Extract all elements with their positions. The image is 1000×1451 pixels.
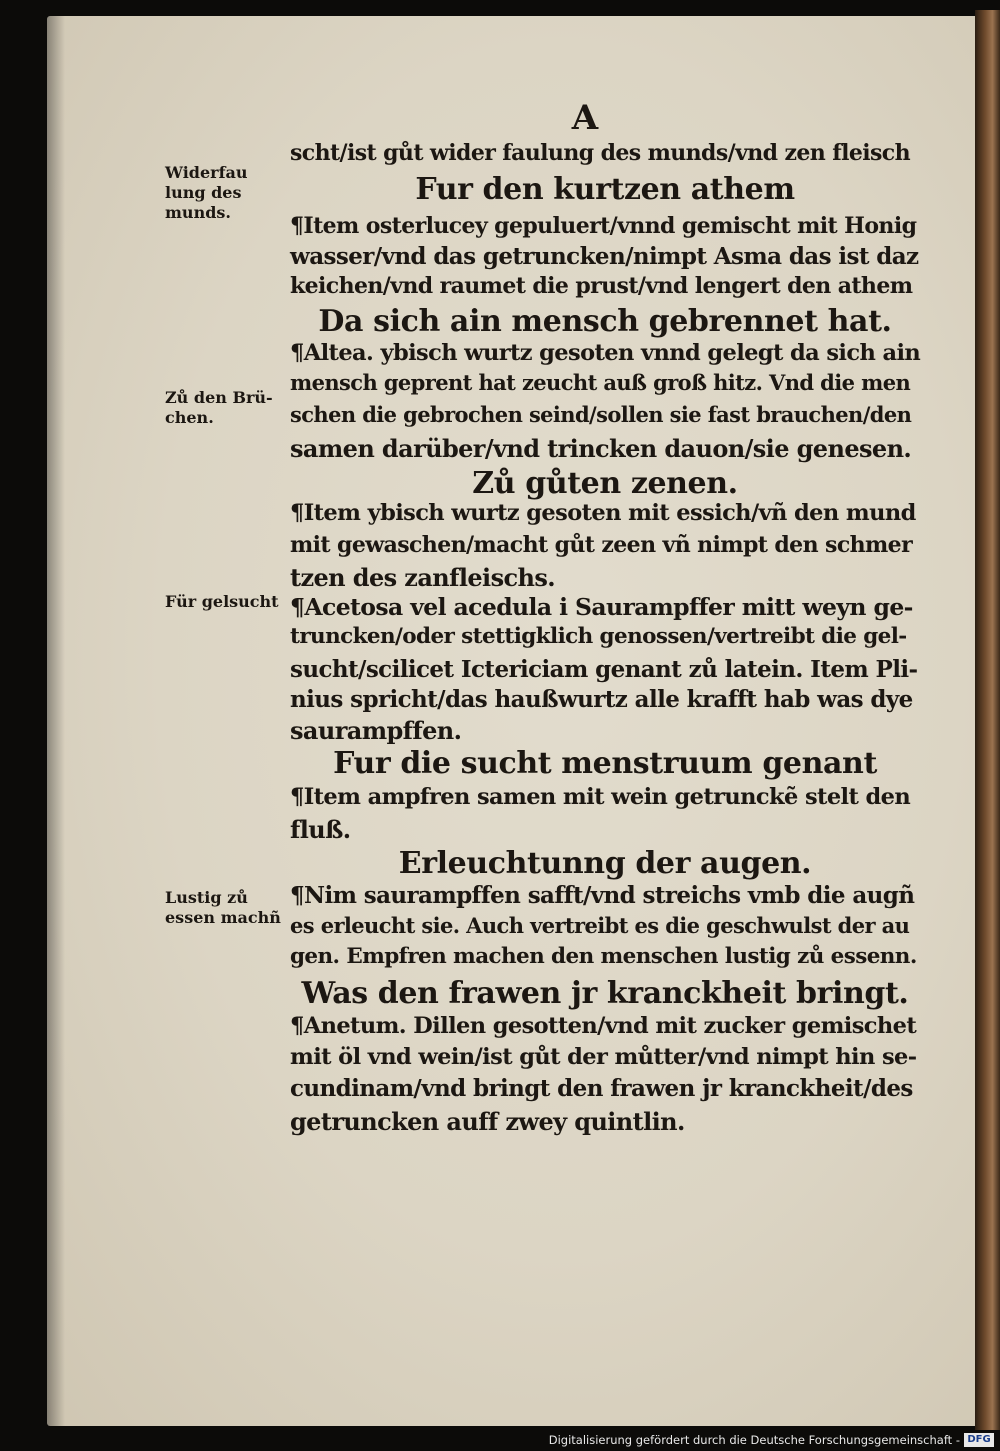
text-line: nius spricht/das haußwurtz alle krafft hab was dye	[290, 686, 913, 713]
text-line: mensch geprent hat zeucht auß groß hitz. Vnd die men	[290, 370, 911, 395]
text-line: mit öl vnd wein/ist gůt der můtter/vnd nimpt hin se-	[290, 1044, 917, 1070]
text-line: es erleucht sie. Auch vertreibt es die geschwulst der au	[290, 913, 910, 938]
section-heading: Erleuchtunng der augen.	[398, 846, 812, 881]
margin-note: Für gelsucht	[165, 592, 279, 611]
text-line: ¶Nim saurampffen safft/vnd streichs vmb die augñ	[290, 882, 915, 909]
section-heading: Was den frawen jr kranckheit bringt.	[301, 976, 909, 1011]
section-heading: Zů gůten zenen.	[472, 466, 738, 501]
page-gutter-shadow	[47, 16, 65, 1426]
margin-note: Zů den Brü-chen.	[165, 388, 273, 427]
margin-note: Widerfau lung des munds.	[165, 163, 248, 222]
signature-mark: A	[571, 98, 599, 138]
text-line: tzen des zanfleischs.	[290, 563, 556, 592]
text-line: ¶Altea. ybisch wurtz gesoten vnnd gelegt da sich ain	[290, 340, 921, 366]
margin-note: Lustig zů essen machñ	[165, 888, 281, 927]
dfg-logo: DFG	[964, 1433, 994, 1447]
text-line: ¶Anetum. Dillen gesotten/vnd mit zucker gemischet	[290, 1013, 917, 1039]
text-line: ¶Item ampfren samen mit wein getrunckẽ stelt den	[290, 784, 911, 810]
text-line: saurampffen.	[290, 716, 462, 745]
text-line: schen die gebrochen seind/sollen sie fast brauchen/den	[290, 402, 912, 427]
text-line: cundinam/vnd bringt den frawen jr kranckheit/des	[290, 1075, 913, 1102]
footer-credit: Digitalisierung gefördert durch die Deutsche Forschungsgemeinschaft -	[548, 1433, 960, 1447]
text-line: ¶Item ybisch wurtz gesoten mit essich/vñ den mund	[290, 500, 916, 526]
text-line: ¶Acetosa vel acedula i Saurampffer mitt weyn ge-	[290, 593, 913, 621]
section-heading: Fur den kurtzen athem	[415, 172, 795, 207]
text-line: ¶Item osterlucey gepuluert/vnnd gemischt mit Honig	[290, 213, 917, 239]
text-line: gen. Empfren machen den menschen lustig zů essenn.	[290, 944, 917, 969]
text-line: samen darüber/vnd trincken dauon/sie genesen.	[290, 434, 912, 463]
text-line: getruncken auff zwey quintlin.	[290, 1107, 685, 1136]
book-spine-edge	[975, 10, 1000, 1430]
text-line: sucht/scilicet Ictericiam genant zů latein. Item Pli-	[290, 656, 918, 683]
text-line: mit gewaschen/macht gůt zeen vñ nimpt den schmer	[290, 532, 913, 558]
section-heading: Fur die sucht menstruum genant	[333, 746, 877, 781]
text-line: fluß.	[290, 815, 351, 844]
text-line: truncken/oder stettigklich genossen/vertreibt die gel-	[290, 624, 907, 649]
text-line: keichen/vnd raumet die prust/vnd lengert den athem	[290, 273, 913, 299]
section-heading: Da sich ain mensch gebrennet hat.	[318, 304, 892, 339]
text-line: wasser/vnd das getruncken/nimpt Asma das ist daz	[290, 243, 919, 270]
text-line: scht/ist gůt wider faulung des munds/vnd zen fleisch	[290, 140, 910, 166]
